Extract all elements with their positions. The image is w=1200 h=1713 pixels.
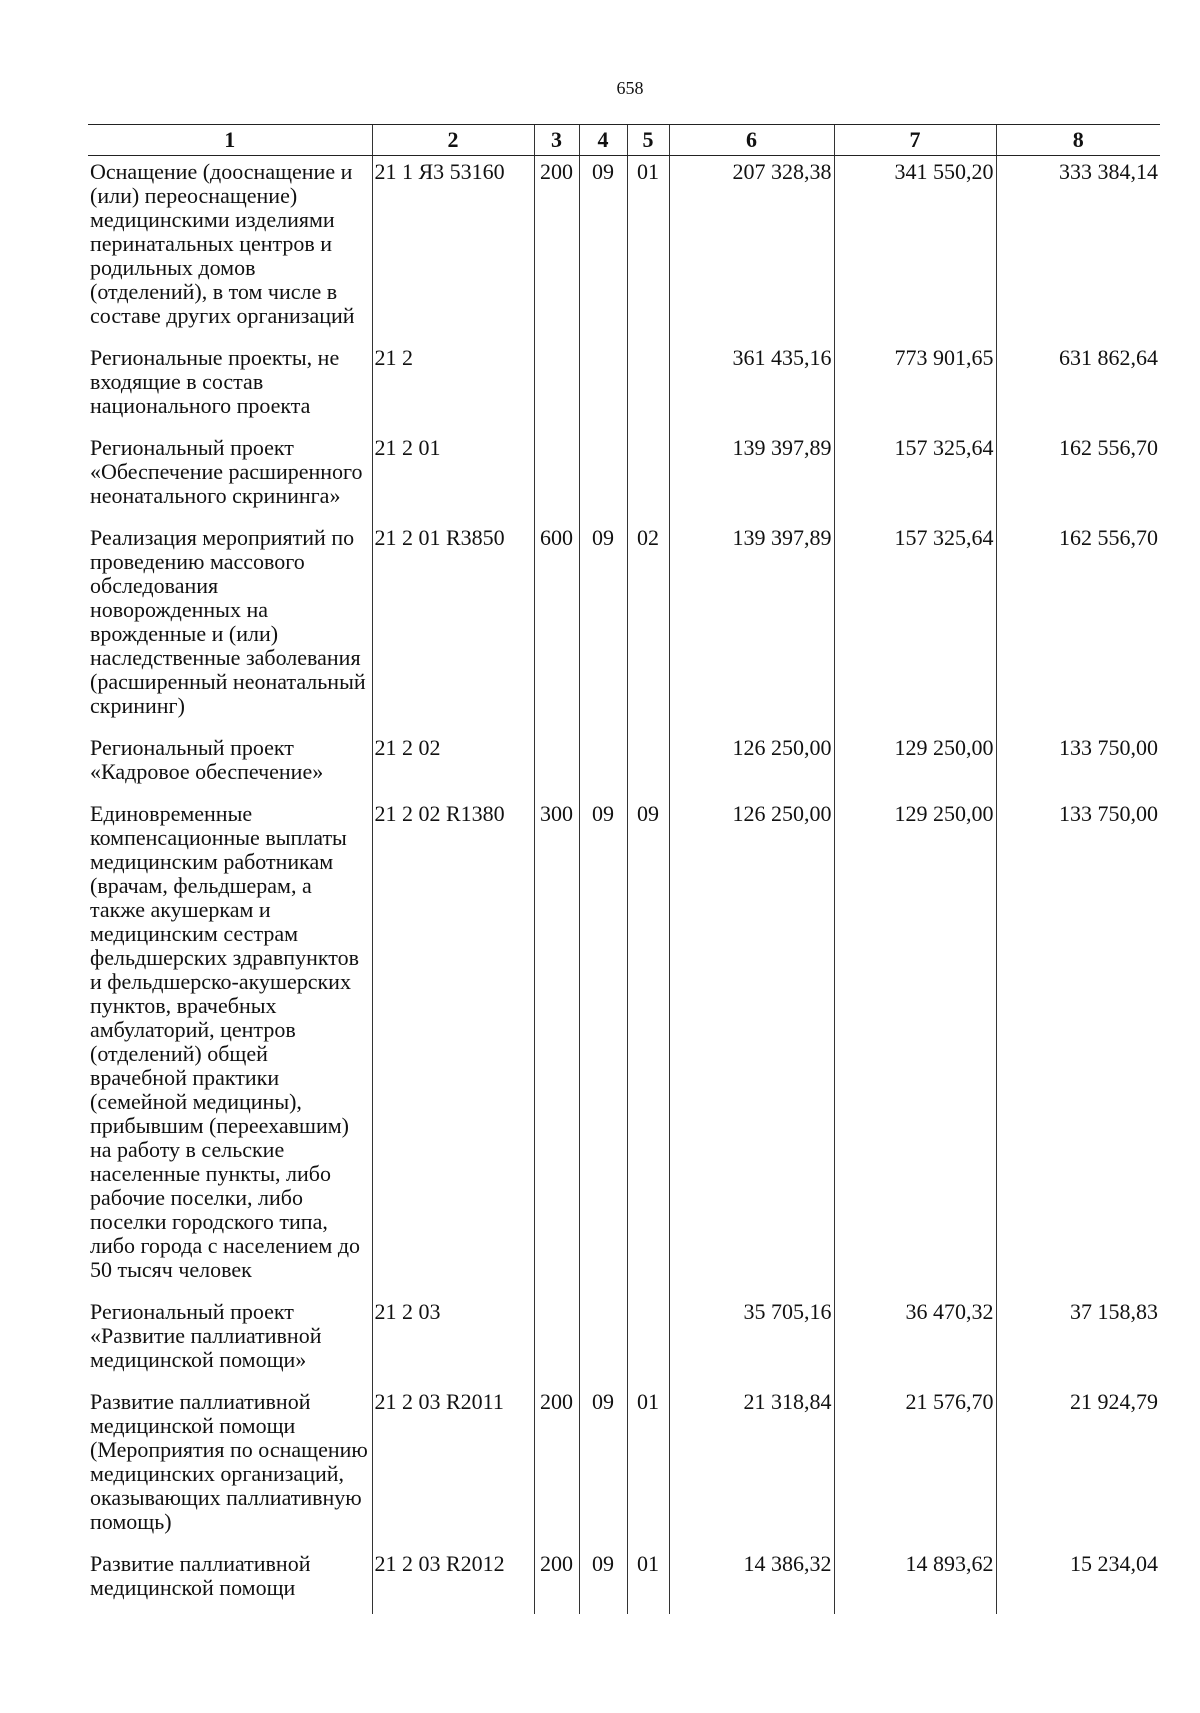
item-code: 21 2 03 R2011 xyxy=(372,1386,534,1548)
subsection xyxy=(627,732,669,798)
amount-col-6: 126 250,00 xyxy=(669,798,834,1296)
table-row xyxy=(88,798,1160,1296)
table-row xyxy=(88,732,1160,798)
subsection xyxy=(627,342,669,432)
amount-col-8: 15 234,04 xyxy=(996,1548,1160,1614)
amount-col-7: 157 325,64 xyxy=(834,522,996,732)
item-code: 21 2 xyxy=(372,342,534,432)
amount-col-8: 21 924,79 xyxy=(996,1386,1160,1548)
item-code: 21 2 03 xyxy=(372,1296,534,1386)
item-code: 21 2 02 R1380 xyxy=(372,798,534,1296)
item-name: Региональный проект «Обеспечение расширенного неонатального скрининга» xyxy=(90,435,363,508)
expense-type xyxy=(534,342,579,432)
item-name: Региональный проект «Развитие паллиативной медицинской помощи» xyxy=(90,1299,322,1372)
amount-col-7: 773 901,65 xyxy=(834,342,996,432)
item-name: Региональные проекты, не входящие в состав национального проекта xyxy=(90,345,340,418)
header-col-4: 4 xyxy=(579,125,627,156)
item-name: Региональный проект «Кадровое обеспечение» xyxy=(90,735,324,784)
amount-col-6: 35 705,16 xyxy=(669,1296,834,1386)
amount-col-8: 37 158,83 xyxy=(996,1296,1160,1386)
amount-col-6: 14 386,32 xyxy=(669,1548,834,1614)
header-col-7: 7 xyxy=(834,125,996,156)
amount-col-7: 129 250,00 xyxy=(834,798,996,1296)
expense-type: 200 xyxy=(534,1386,579,1548)
page-number: 658 xyxy=(616,78,644,98)
expense-type: 600 xyxy=(534,522,579,732)
header-row xyxy=(88,125,1160,156)
amount-col-7: 21 576,70 xyxy=(834,1386,996,1548)
item-code: 21 2 02 xyxy=(372,732,534,798)
subsection xyxy=(627,432,669,522)
expense-type: 300 xyxy=(534,798,579,1296)
table-row xyxy=(88,522,1160,732)
amount-col-7: 157 325,64 xyxy=(834,432,996,522)
header-col-1: 1 xyxy=(88,125,372,156)
amount-col-6: 207 328,38 xyxy=(669,156,834,343)
amount-col-8: 631 862,64 xyxy=(996,342,1160,432)
section xyxy=(579,432,627,522)
table-row xyxy=(88,1386,1160,1548)
amount-col-6: 139 397,89 xyxy=(669,522,834,732)
section: 09 xyxy=(579,1548,627,1614)
item-code: 21 1 Я3 53160 xyxy=(372,156,534,343)
amount-col-8: 133 750,00 xyxy=(996,732,1160,798)
amount-col-7: 341 550,20 xyxy=(834,156,996,343)
table-row xyxy=(88,1548,1160,1614)
header-col-5: 5 xyxy=(627,125,669,156)
item-name: Развитие паллиативной медицинской помощи (Мероприятия по оснащению медицинских организаций, оказывающих паллиативную помощь) xyxy=(90,1389,368,1534)
section: 09 xyxy=(579,1386,627,1548)
header-col-6: 6 xyxy=(669,125,834,156)
budget-table xyxy=(88,124,1160,1614)
section: 09 xyxy=(579,798,627,1296)
section xyxy=(579,732,627,798)
table-row xyxy=(88,432,1160,522)
subsection: 02 xyxy=(627,522,669,732)
table-row xyxy=(88,1296,1160,1386)
amount-col-7: 14 893,62 xyxy=(834,1548,996,1614)
section: 09 xyxy=(579,522,627,732)
header-col-8: 8 xyxy=(996,125,1160,156)
expense-type xyxy=(534,1296,579,1386)
header-col-3: 3 xyxy=(534,125,579,156)
amount-col-8: 162 556,70 xyxy=(996,432,1160,522)
item-name: Оснащение (дооснащение и (или) переоснащение) медицинскими изделиями перинатальных центров и родильных домов (отделений), в том числе в составе других организаций xyxy=(90,159,355,328)
amount-col-6: 21 318,84 xyxy=(669,1386,834,1548)
amount-col-8: 162 556,70 xyxy=(996,522,1160,732)
amount-col-7: 129 250,00 xyxy=(834,732,996,798)
section xyxy=(579,342,627,432)
subsection: 01 xyxy=(627,1548,669,1614)
section: 09 xyxy=(579,156,627,343)
subsection: 01 xyxy=(627,1386,669,1548)
amount-col-6: 126 250,00 xyxy=(669,732,834,798)
header-col-2: 2 xyxy=(372,125,534,156)
item-code: 21 2 01 R3850 xyxy=(372,522,534,732)
table-row xyxy=(88,342,1160,432)
amount-col-8: 333 384,14 xyxy=(996,156,1160,343)
subsection xyxy=(627,1296,669,1386)
subsection: 09 xyxy=(627,798,669,1296)
amount-col-8: 133 750,00 xyxy=(996,798,1160,1296)
item-code: 21 2 01 xyxy=(372,432,534,522)
expense-type xyxy=(534,732,579,798)
item-name: Реализация мероприятий по проведению массового обследования новорожденных на врожденные и (или) наследственные заболевания (расширенный неонатальный скрининг) xyxy=(90,525,366,718)
item-name: Единовременные компенсационные выплаты медицинским работникам (врачам, фельдшерам, а также акушеркам и медицинским сестрам фельдшерских здравпунктов и фельдшерско-акушерских пунктов, врачебных амбулаторий, центров (отделений) общей врачебной практики (семейной медицины), прибывшим (переехавшим) на работу в сельские населенные пункты, либо рабочие поселки, либо поселки городского типа, либо города с населением до 50 тысяч человек xyxy=(90,801,361,1282)
amount-col-6: 139 397,89 xyxy=(669,432,834,522)
item-name: Развитие паллиативной медицинской помощи xyxy=(90,1551,311,1600)
subsection: 01 xyxy=(627,156,669,343)
expense-type: 200 xyxy=(534,1548,579,1614)
amount-col-6: 361 435,16 xyxy=(669,342,834,432)
item-code: 21 2 03 R2012 xyxy=(372,1548,534,1614)
section xyxy=(579,1296,627,1386)
amount-col-7: 36 470,32 xyxy=(834,1296,996,1386)
expense-type: 200 xyxy=(534,156,579,343)
expense-type xyxy=(534,432,579,522)
table-row xyxy=(88,156,1160,343)
